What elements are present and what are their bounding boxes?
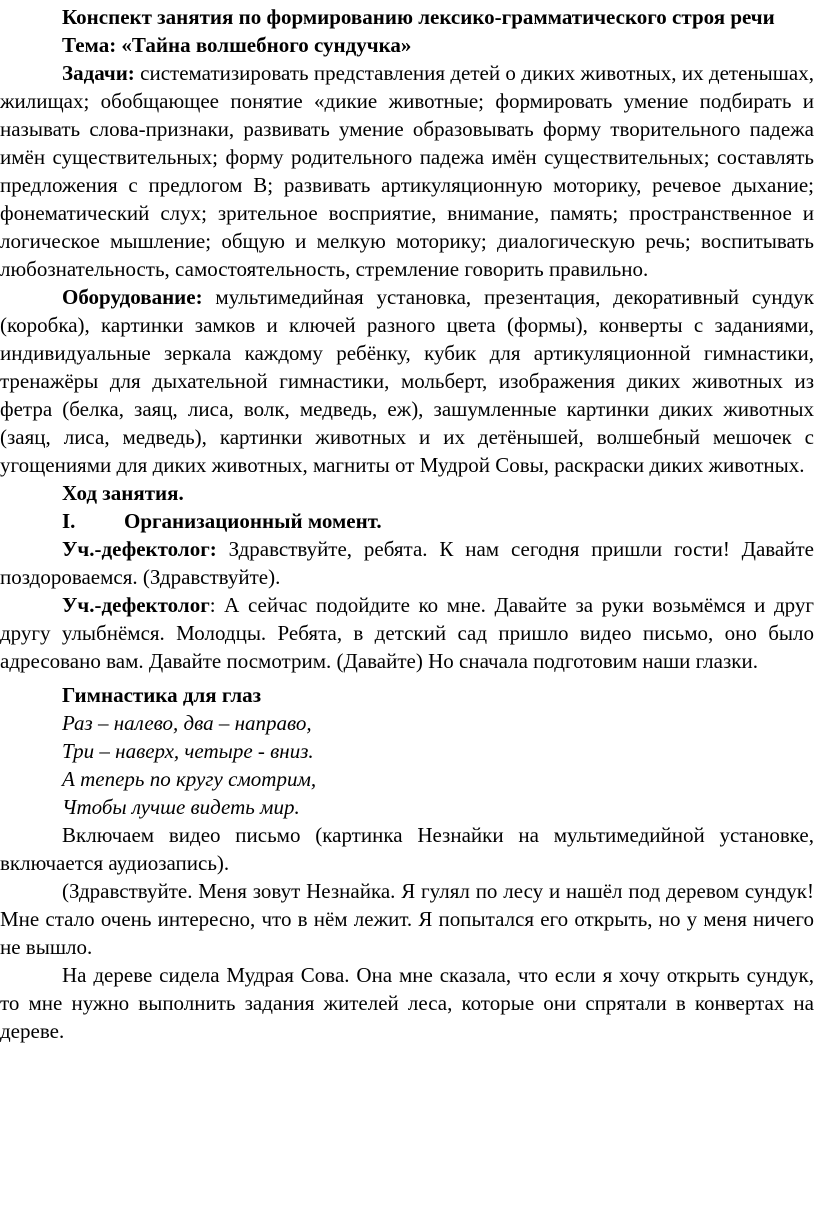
dialogue-text: : А сейчас подойдите ко мне. Давайте за руки возьмёмся и друг другу улыбнёмся. Молодцы. Ребята, в детский сад пришло видео письмо, оно было адресовано вам. Давайте посмотрим. (Давайте) Но сначала подготовим наши глазки. [0, 593, 814, 673]
poem-line: Три – наверх, четыре - вниз. [62, 739, 314, 763]
equipment-paragraph [0, 283, 814, 479]
body-paragraph: Включаем видео письмо (картинка Незнайки на мультимедийной установке, включается аудиозапись). [0, 823, 814, 875]
document-title: Конспект занятия по формированию лексико-грамматического строя речи [62, 5, 775, 29]
speaker-label: Уч.-дефектолог: [62, 537, 217, 561]
equipment-text: мультимедийная установка, презентация, декоративный сундук (коробка), картинки замков и ключей разного цвета (формы), конверты с заданиями, индивидуальные зеркала каждому ребёнку, кубик для артикуляционной гимнастики, тренажёры для дыхательной гимнастики, мольберт, изображения диких животных из фетра (белка, заяц, лиса, волк, медведь, еж), зашумленные картинки диких животных (заяц, лиса, медведь), картинки животных и их детёнышей, волшебный мешочек с угощениями для диких животных, магниты от Мудрой Совы, раскраски диких животных. [0, 285, 814, 477]
body-paragraph: На дереве сидела Мудрая Сова. Она мне сказала, что если я хочу открыть сундук, то мне нужно выполнить задания жителей леса, которые они спрятали в конвертах на дереве. [0, 963, 814, 1043]
dialogue-line [0, 535, 814, 591]
dialogue-line [0, 591, 814, 675]
poem-line: Чтобы лучше видеть мир. [62, 795, 300, 819]
poem-line: А теперь по кругу смотрим, [62, 767, 317, 791]
section-heading [0, 507, 814, 535]
course-heading: Ход занятия. [62, 481, 184, 505]
speaker-label: Уч.-дефектолог [62, 593, 210, 617]
body-paragraph: (Здравствуйте. Меня зовут Незнайка. Я гулял по лесу и нашёл под деревом сундук! Мне стало очень интересно, что в нём лежит. Я попытался его открыть, но у меня ничего не вышло. [0, 879, 814, 959]
tasks-label: Задачи: [62, 61, 135, 85]
section-number: I. [62, 509, 76, 533]
poem-line: Раз – налево, два – направо, [62, 711, 312, 735]
dialogue-text: Здравствуйте, ребята. К нам сегодня пришли гости! Давайте поздороваемся. (Здравствуйте). [0, 537, 814, 589]
section-title: Организационный момент. [124, 509, 382, 533]
lesson-theme: Тема: «Тайна волшебного сундучка» [62, 33, 412, 57]
gymnastics-title: Гимнастика для глаз [62, 683, 262, 707]
tasks-text: систематизировать представления детей о диких животных, их детенышах, жилищах; обобщающее понятие «дикие животные; формировать умение подбирать и называть слова-признаки, развивать умение образовывать форму творительного падежа имён существительных; форму родительного падежа имён существительных; составлять предложения с предлогом В; развивать артикуляционную моторику, речевое дыхание; фонематический слух; зрительное восприятие, внимание, память; пространственное и логическое мышление; общую и мелкую моторику; диалогическую речь; воспитывать любознательность, самостоятельность, стремление говорить правильно. [0, 61, 814, 281]
equipment-label: Оборудование: [62, 285, 203, 309]
tasks-paragraph [0, 59, 814, 283]
